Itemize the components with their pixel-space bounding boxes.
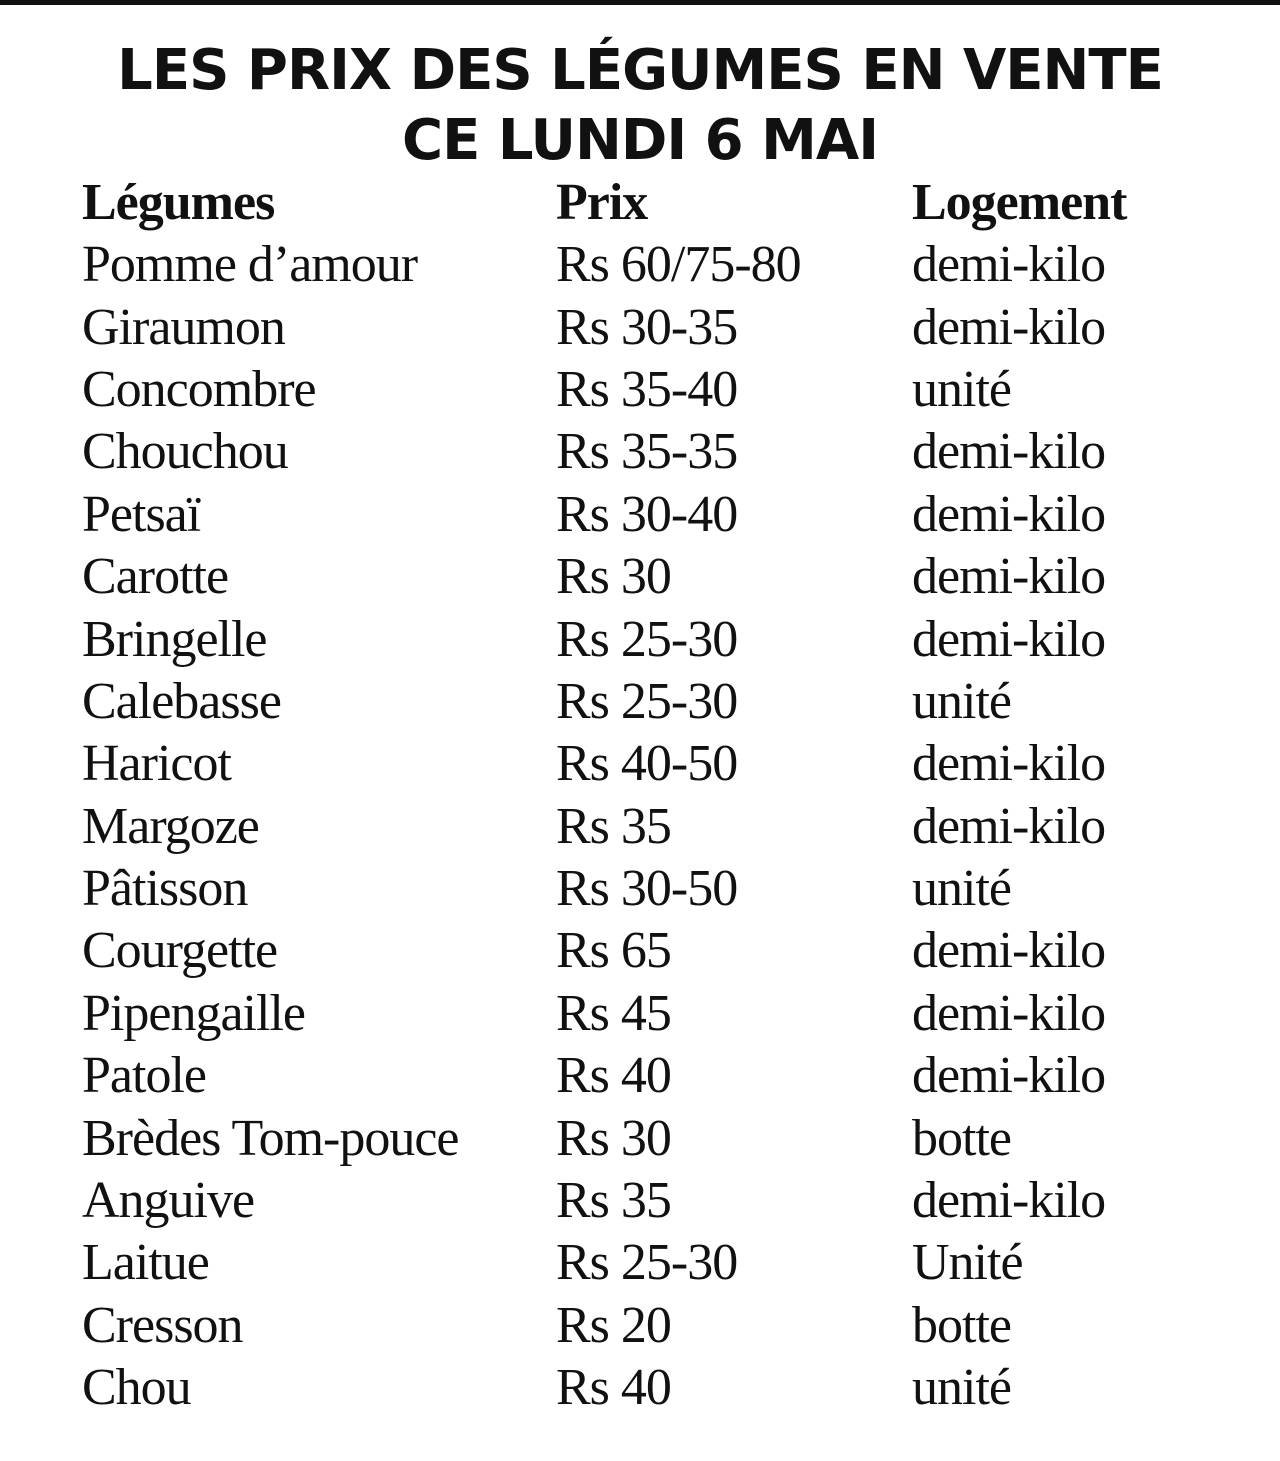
vegetable-name: Brèdes Tom-pouce bbox=[82, 1109, 459, 1167]
title-line-2: CE LUNDI 6 MAI bbox=[401, 108, 879, 173]
table-row bbox=[82, 1232, 1202, 1294]
title-line-1: LES PRIX DES LÉGUMES EN VENTE bbox=[117, 38, 1163, 103]
table-row bbox=[82, 421, 1202, 483]
vegetable-price: Rs 35 bbox=[556, 797, 671, 855]
vegetable-unit: unité bbox=[912, 360, 1011, 418]
vegetable-name: Haricot bbox=[82, 735, 231, 793]
vegetable-price: Rs 40-50 bbox=[556, 735, 738, 793]
vegetable-name: Petsaï bbox=[82, 485, 201, 543]
vegetable-name: Chou bbox=[82, 1359, 191, 1417]
vegetable-name: Patole bbox=[82, 1047, 206, 1105]
table-row bbox=[82, 671, 1202, 733]
vegetable-name: Calebasse bbox=[82, 672, 281, 730]
vegetable-price: Rs 35-35 bbox=[556, 423, 738, 481]
vegetable-unit: botte bbox=[912, 1296, 1011, 1354]
vegetable-unit: demi-kilo bbox=[912, 610, 1106, 668]
vegetable-name: Margoze bbox=[82, 797, 259, 855]
table-row bbox=[82, 296, 1202, 358]
vegetable-price: Rs 25-30 bbox=[556, 672, 738, 730]
vegetable-unit: demi-kilo bbox=[912, 984, 1106, 1042]
vegetable-price: Rs 30-35 bbox=[556, 298, 738, 356]
vegetable-name: Concombre bbox=[82, 360, 316, 418]
vegetable-name: Laitue bbox=[82, 1234, 209, 1292]
vegetable-price: Rs 30 bbox=[556, 548, 671, 606]
vegetable-unit: demi-kilo bbox=[912, 485, 1106, 543]
header-prix: Prix bbox=[556, 174, 648, 231]
vegetable-name: Carotte bbox=[82, 548, 229, 606]
table-row bbox=[82, 484, 1202, 546]
vegetable-price: Rs 25-30 bbox=[556, 1234, 738, 1292]
vegetable-unit: demi-kilo bbox=[912, 548, 1106, 606]
vegetable-unit: demi-kilo bbox=[912, 423, 1106, 481]
vegetable-price: Rs 35 bbox=[556, 1172, 671, 1230]
vegetable-name: Cresson bbox=[82, 1296, 243, 1354]
vegetable-unit: Unité bbox=[912, 1234, 1023, 1292]
vegetable-unit: demi-kilo bbox=[912, 236, 1106, 294]
table-row bbox=[82, 858, 1202, 920]
vegetable-name: Bringelle bbox=[82, 610, 267, 668]
table-row bbox=[82, 608, 1202, 670]
vegetable-price: Rs 30-40 bbox=[556, 485, 738, 543]
vegetable-price: Rs 35-40 bbox=[556, 360, 738, 418]
vegetable-unit: demi-kilo bbox=[912, 922, 1106, 980]
vegetable-price: Rs 65 bbox=[556, 922, 671, 980]
vegetable-price: Rs 45 bbox=[556, 984, 671, 1042]
vegetable-name: Pâtisson bbox=[82, 860, 248, 918]
vegetable-price-table bbox=[82, 172, 1202, 1419]
vegetable-name: Pomme d’amour bbox=[82, 236, 418, 294]
page-title bbox=[0, 36, 1280, 176]
vegetable-name: Anguive bbox=[82, 1172, 255, 1230]
table-row bbox=[82, 1357, 1202, 1419]
vegetable-price: Rs 30-50 bbox=[556, 860, 738, 918]
top-rule bbox=[0, 0, 1280, 5]
vegetable-unit: demi-kilo bbox=[912, 1172, 1106, 1230]
table-row bbox=[82, 1170, 1202, 1232]
table-row bbox=[82, 359, 1202, 421]
vegetable-unit: unité bbox=[912, 860, 1011, 918]
vegetable-unit: demi-kilo bbox=[912, 735, 1106, 793]
vegetable-price: Rs 30 bbox=[556, 1109, 671, 1167]
vegetable-unit: demi-kilo bbox=[912, 797, 1106, 855]
vegetable-unit: botte bbox=[912, 1109, 1011, 1167]
table-row bbox=[82, 1045, 1202, 1107]
header-legumes: Légumes bbox=[82, 174, 275, 231]
vegetable-price: Rs 20 bbox=[556, 1296, 671, 1354]
vegetable-price: Rs 40 bbox=[556, 1359, 671, 1417]
table-row bbox=[82, 1107, 1202, 1169]
table-row bbox=[82, 546, 1202, 608]
table-row bbox=[82, 796, 1202, 858]
vegetable-name: Pipengaille bbox=[82, 984, 305, 1042]
vegetable-name: Courgette bbox=[82, 922, 278, 980]
table-row bbox=[82, 234, 1202, 296]
table-row bbox=[82, 1295, 1202, 1357]
vegetable-price: Rs 25-30 bbox=[556, 610, 738, 668]
table-row bbox=[82, 920, 1202, 982]
vegetable-price: Rs 60/75-80 bbox=[556, 236, 801, 294]
table-row bbox=[82, 983, 1202, 1045]
vegetable-unit: demi-kilo bbox=[912, 1047, 1106, 1105]
vegetable-unit: demi-kilo bbox=[912, 298, 1106, 356]
table-row bbox=[82, 733, 1202, 795]
vegetable-name: Giraumon bbox=[82, 298, 285, 356]
table-header-row bbox=[82, 172, 1202, 234]
vegetable-name: Chouchou bbox=[82, 423, 288, 481]
vegetable-unit: unité bbox=[912, 1359, 1011, 1417]
vegetable-price: Rs 40 bbox=[556, 1047, 671, 1105]
vegetable-unit: unité bbox=[912, 672, 1011, 730]
header-logement: Logement bbox=[912, 174, 1127, 231]
